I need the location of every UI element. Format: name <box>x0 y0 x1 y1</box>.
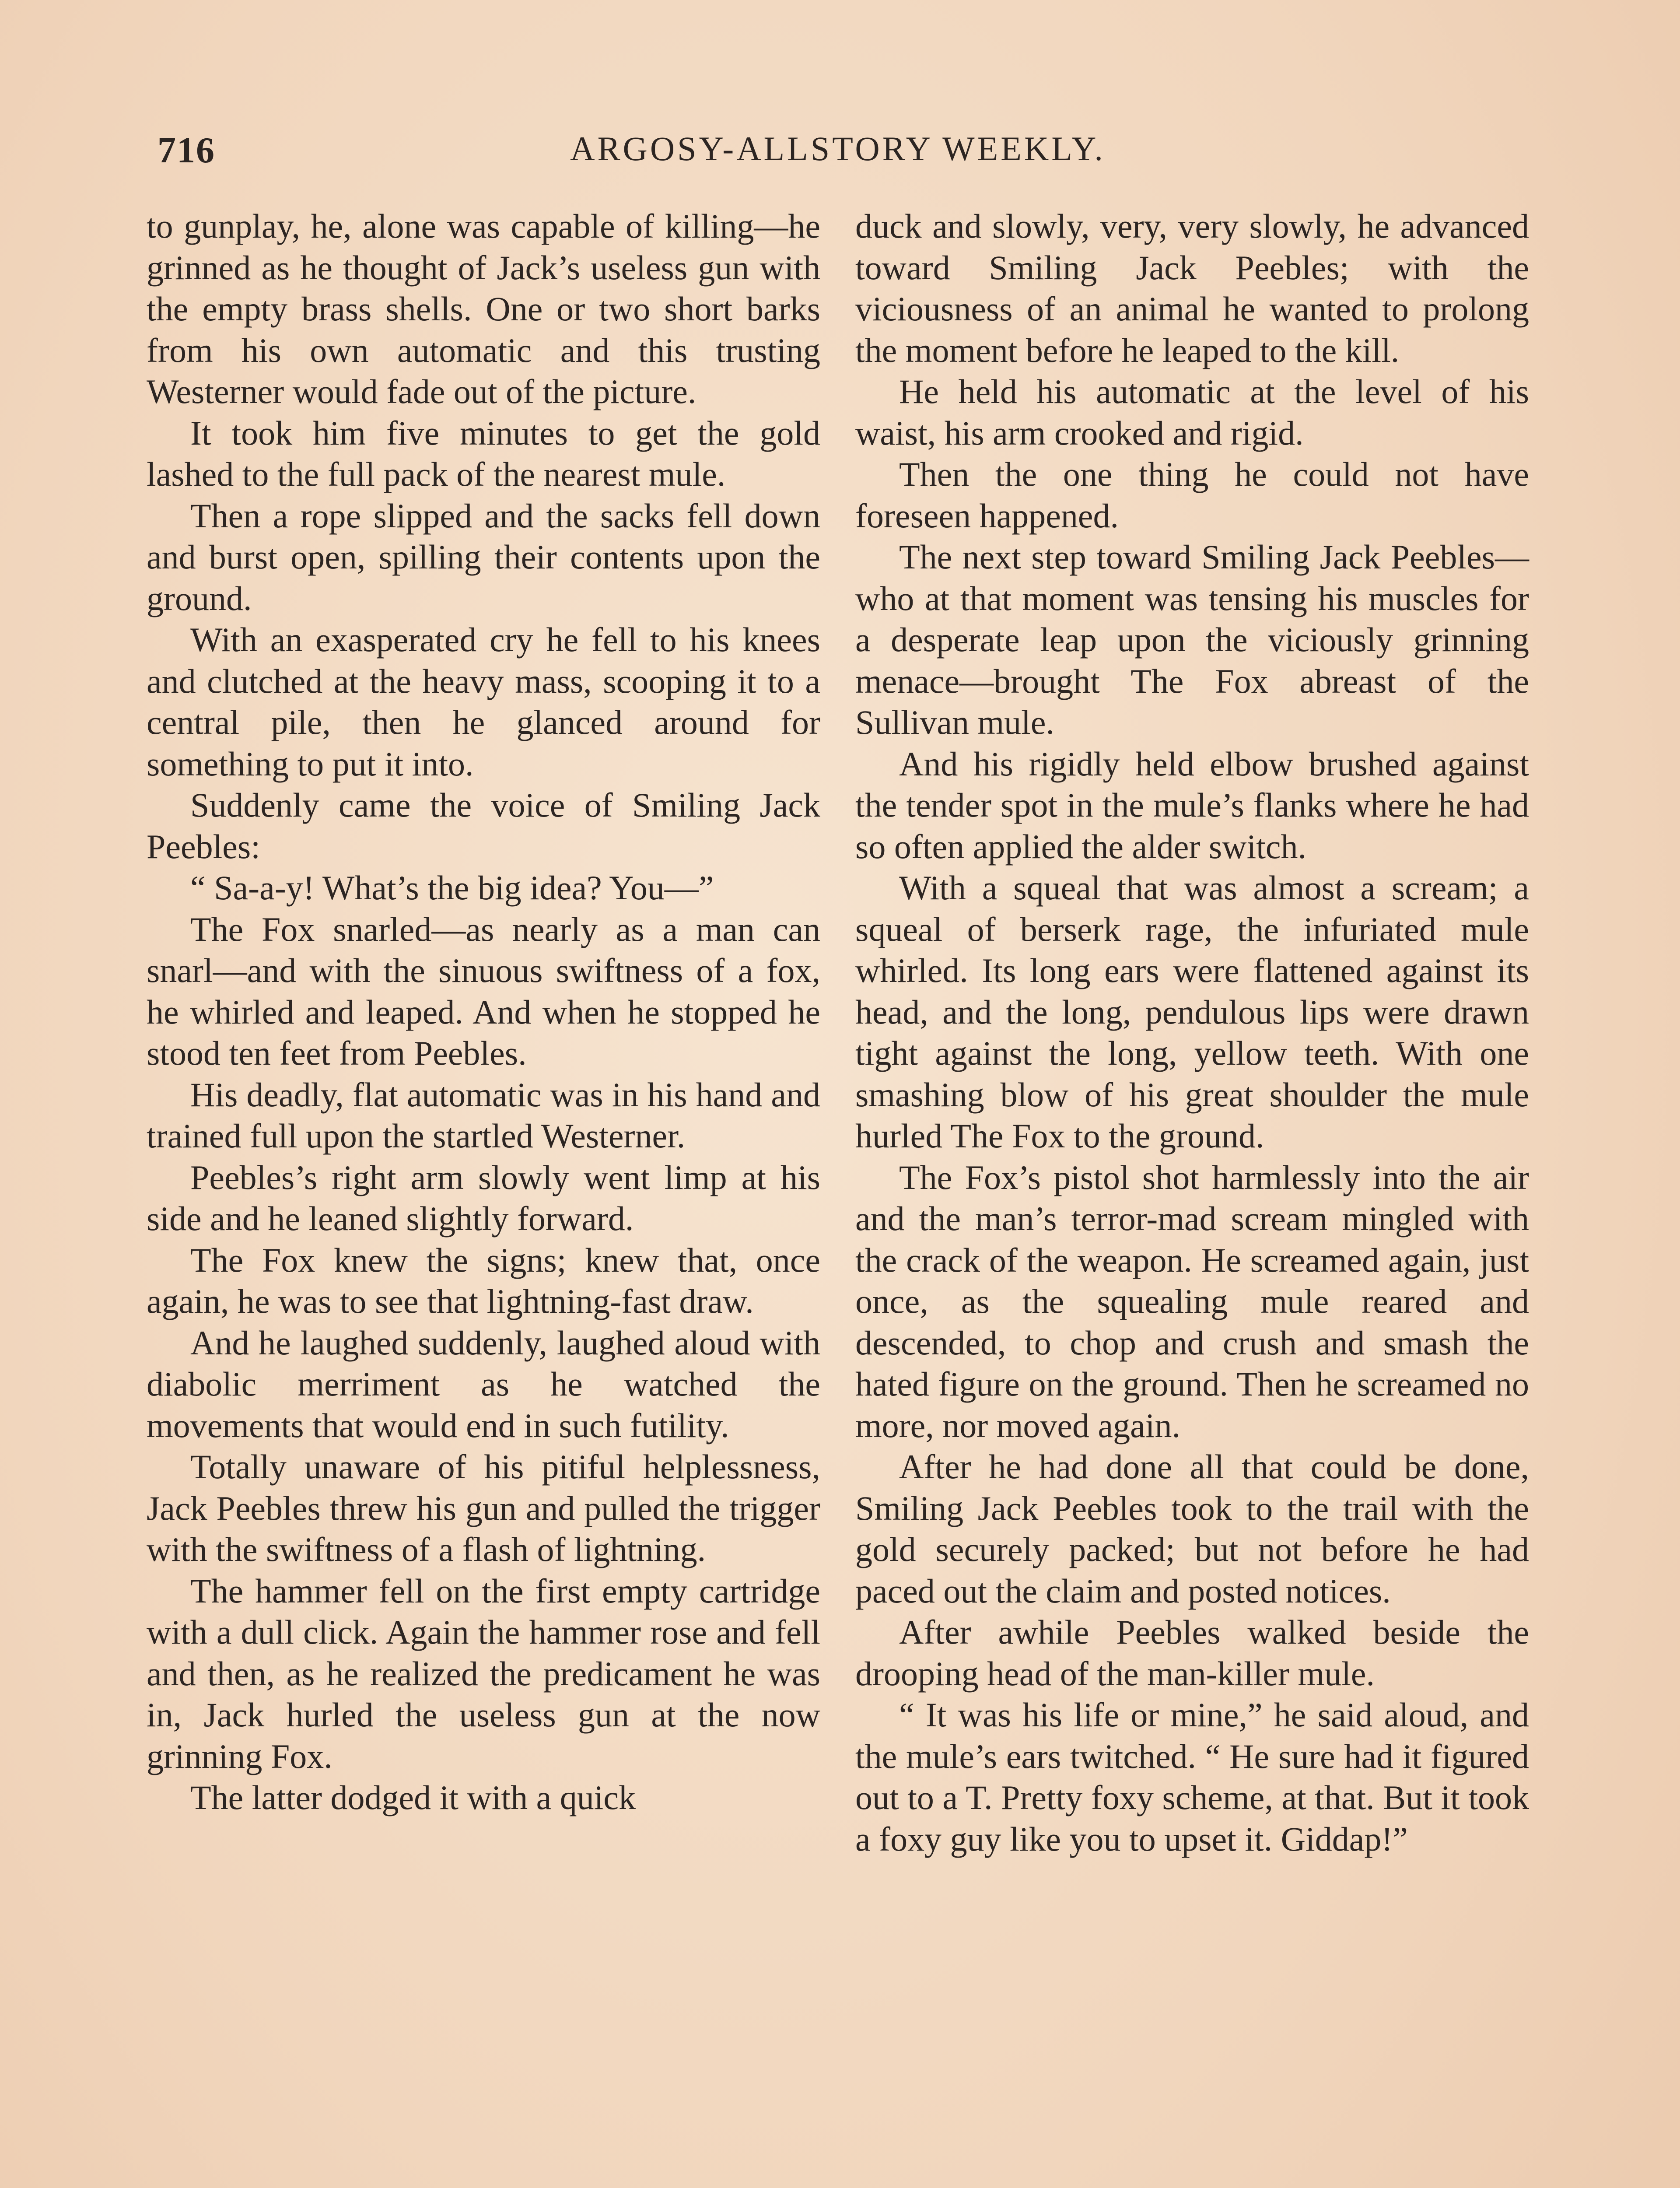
paragraph: He held his automatic at the level of his waist, his arm crooked and rigid. <box>855 372 1529 452</box>
paragraph: The Fox’s pistol shot harmlessly into the air and the man’s terror-mad scream mingled with the crack of the weapon. He screamed again, just once, as the squealing mule reared and descended, to chop and crush and smash the hated figure on the ground. Then he screamed no more, nor moved again. <box>855 1158 1529 1445</box>
paragraph: Totally unaware of his pitiful helplessness, Jack Peebles threw his gun and pulled the trigger with the swiftness of a flash of lightning. <box>147 1448 820 1568</box>
paragraph: After he had done all that could be done, Smiling Jack Peebles took to the trail with the gold securely packed; but not before he had paced out the claim and posted notices. <box>855 1448 1529 1610</box>
paragraph: After awhile Peebles walked beside the drooping head of the man-killer mule. <box>855 1613 1529 1693</box>
paragraph: And his rigidly held elbow brushed against the tender spot in the mule’s flanks where he had so often applied the alder switch. <box>855 744 1529 866</box>
paragraph: “ It was his life or mine,” he said aloud, and the mule’s ears twitched. “ He sure had it figured out to a T. Pretty foxy scheme, at that. But it took a foxy guy like you to upset it. Giddap!” <box>855 1696 1529 1858</box>
paragraph: Then a rope slipped and the sacks fell down and burst open, spilling their contents upon the ground. <box>147 496 820 617</box>
paragraph: The hammer fell on the first empty cartridge with a dull click. Again the hammer rose and fell and then, as he realized the predicament he was in, Jack hurled the useless gun at the now grinning Fox. <box>147 1571 820 1775</box>
page-header <box>149 129 1527 182</box>
paragraph: Peebles’s right arm slowly went limp at his side and he leaned slightly forward. <box>147 1158 820 1238</box>
paragraph: Suddenly came the voice of Smiling Jack Peebles: <box>147 786 820 866</box>
paragraph: Then the one thing he could not have foreseen happened. <box>855 455 1529 535</box>
right-text-column <box>855 206 1529 1860</box>
paragraph: With a squeal that was almost a scream; a squeal of berserk rage, the infuriated mule whirled. Its long ears were flattened against its head, and the long, pendulous lips were drawn tight against the long, yellow teeth. With one smashing blow of his great shoulder the mule hurled The Fox to the ground. <box>855 869 1529 1155</box>
paragraph: “ Sa-a-y! What’s the big idea? You—” <box>190 869 714 907</box>
paragraph: duck and slowly, very, very slowly, he advanced toward Smiling Jack Peebles; with the viciousness of an animal he wanted to prolong the moment before he leaped to the kill. <box>855 207 1529 369</box>
paragraph: The Fox snarled—as nearly as a man can snarl—and with the sinuous swiftness of a fox, he whirled and leaped. And when he stopped he stood ten feet from Peebles. <box>147 910 820 1072</box>
paragraph: The next step toward Smiling Jack Peebles—who at that moment was tensing his muscles for a desperate leap upon the viciously grinning menace—brought The Fox abreast of the Sullivan mule. <box>855 538 1529 741</box>
paragraph: It took him five minutes to get the gold lashed to the full pack of the nearest mule. <box>147 414 820 493</box>
paragraph: The Fox knew the signs; knew that, once again, he was to see that lightning-fast draw. <box>147 1241 820 1320</box>
paragraph: The latter dodged it with a quick <box>190 1778 636 1816</box>
running-title: ARGOSY-ALLSTORY WEEKLY. <box>570 130 1106 168</box>
paragraph: to gunplay, he, alone was capable of killing—he grinned as he thought of Jack’s useless gun with the empty brass shells. One or two short barks from his own automatic and this trusting Westerner would fade out of the picture. <box>147 207 820 410</box>
page-number: 716 <box>158 130 215 171</box>
left-text-column <box>147 206 820 1819</box>
paragraph: And he laughed suddenly, laughed aloud with diabolic merriment as he watched the movements that would end in such futility. <box>147 1323 820 1445</box>
paragraph: With an exasperated cry he fell to his knees and clutched at the heavy mass, scooping it to a central pile, then he glanced around for something to put it into. <box>147 621 820 783</box>
paragraph: His deadly, flat automatic was in his hand and trained full upon the startled Westerner. <box>147 1075 820 1155</box>
